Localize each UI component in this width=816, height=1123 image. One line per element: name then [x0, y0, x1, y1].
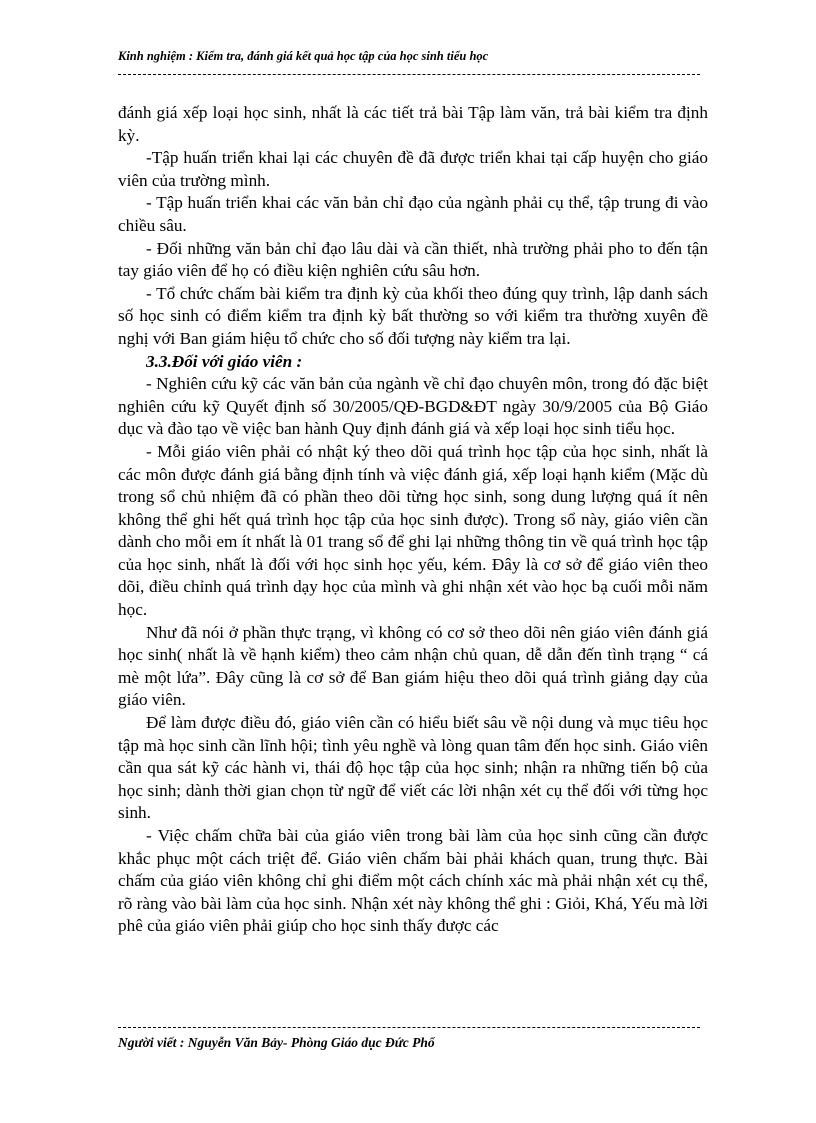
paragraph: - Tập huấn triển khai các văn bản chỉ đạo của ngành phải cụ thể, tập trung đi vào chiều sâu. [118, 193, 708, 235]
section-heading: 3.3.Đối với giáo viên : [146, 351, 303, 371]
paragraph: - Đối những văn bản chỉ đạo lâu dài và cần thiết, nhà trường phải pho to đến tận tay giáo viên để họ có điều kiện nghiên cứu sâu hơn. [118, 238, 708, 281]
header-dashed-rule [118, 74, 700, 75]
footer-dashed-rule [118, 1027, 700, 1028]
paragraph: Như đã nói ở phần thực trạng, vì không có cơ sở theo dõi nên giáo viên đánh giá học sinh( nhất là về hạnh kiểm) theo cảm nhận chủ quan, dễ dẫn đến tình trạng “ cá mè một lứa”. Đây cũng là cơ sở để Ban giám hiệu theo dõi quá trình giảng dạy của giáo viên. [118, 622, 708, 710]
paragraph: - Nghiên cứu kỹ các văn bản của ngành về chỉ đạo chuyên môn, trong đó đặc biệt nghiên cứu kỹ Quyết định số 30/2005/QĐ-BGD&ĐT ngày 30/9/2005 của Bộ Giáo dục và đào tạo về việc ban hành Quy định đánh giá và xếp loại học sinh tiểu học. [118, 374, 708, 439]
paragraph: - Mỗi giáo viên phải có nhật ký theo dõi quá trình học tập của học sinh, nhất là các môn được đánh giá bằng định tính và việc đánh giá, xếp loại hạnh kiểm (Mặc dù trong sổ chủ nhiệm đã có phần theo dõi từng học sinh, song dung lượng quá ít nên không thể ghi hết quá trình học tập của học sinh được). Trong sổ này, giáo viên cần dành cho mỗi em ít nhất là 01 trang sổ để ghi lại những thông tin về quá trình học tập của học sinh, nhất là đối với học sinh học yếu, kém. Đây là cơ sở để giáo viên theo dõi, điều chỉnh quá trình dạy học của mình và ghi nhận xét vào học bạ cuối mỗi năm học. [118, 441, 708, 620]
paragraph: -Tập huấn triển khai lại các chuyên đề đã được triển khai tại cấp huyện cho giáo viên của trường mình. [118, 148, 708, 190]
paragraph-continuation: đánh giá xếp loại học sinh, nhất là các tiết trả bài Tập làm văn, trả bài kiểm tra định kỳ. [118, 103, 708, 145]
paragraph: - Tổ chức chấm bài kiểm tra định kỳ của khối theo đúng quy trình, lập danh sách số học sinh có điểm kiểm tra định kỳ bất thường so với kiểm tra thường xuyên đề nghị với Ban giám hiệu tổ chức cho số đối tượng này kiểm tra lại. [118, 283, 708, 348]
paragraph: Để làm được điều đó, giáo viên cần có hiểu biết sâu về nội dung và mục tiêu học tập mà học sinh cần lĩnh hội; tình yêu nghề và lòng quan tâm đến học sinh. Giáo viên cần qua sát kỹ các hành vi, thái độ học tập của học sinh; nhận ra những tiến bộ của học sinh; dành thời gian chọn từ ngữ để viết các lời nhận xét cụ thể đối với từng học sinh. [118, 713, 708, 823]
paragraph: - Việc chấm chữa bài của giáo viên trong bài làm của học sinh cũng cần được khắc phục một cách triệt để. Giáo viên chấm bài phải khách quan, trung thực. Bài chấm của giáo viên không chỉ ghi điểm một cách chính xác mà phải nhận xét cụ thể, rõ ràng vào bài làm của học sinh. Nhận xét này không thể ghi : Giỏi, Khá, Yếu mà lời phê của giáo viên phải giúp cho học sinh thấy được các [118, 826, 708, 936]
footer-author: Người viết : Nguyễn Văn Bảy- Phòng Giáo dục Đức Phổ [118, 1035, 435, 1050]
running-header-title: Kinh nghiệm : Kiểm tra, đánh giá kết quả học tập của học sinh tiểu học [118, 49, 489, 63]
body-text [118, 102, 708, 938]
